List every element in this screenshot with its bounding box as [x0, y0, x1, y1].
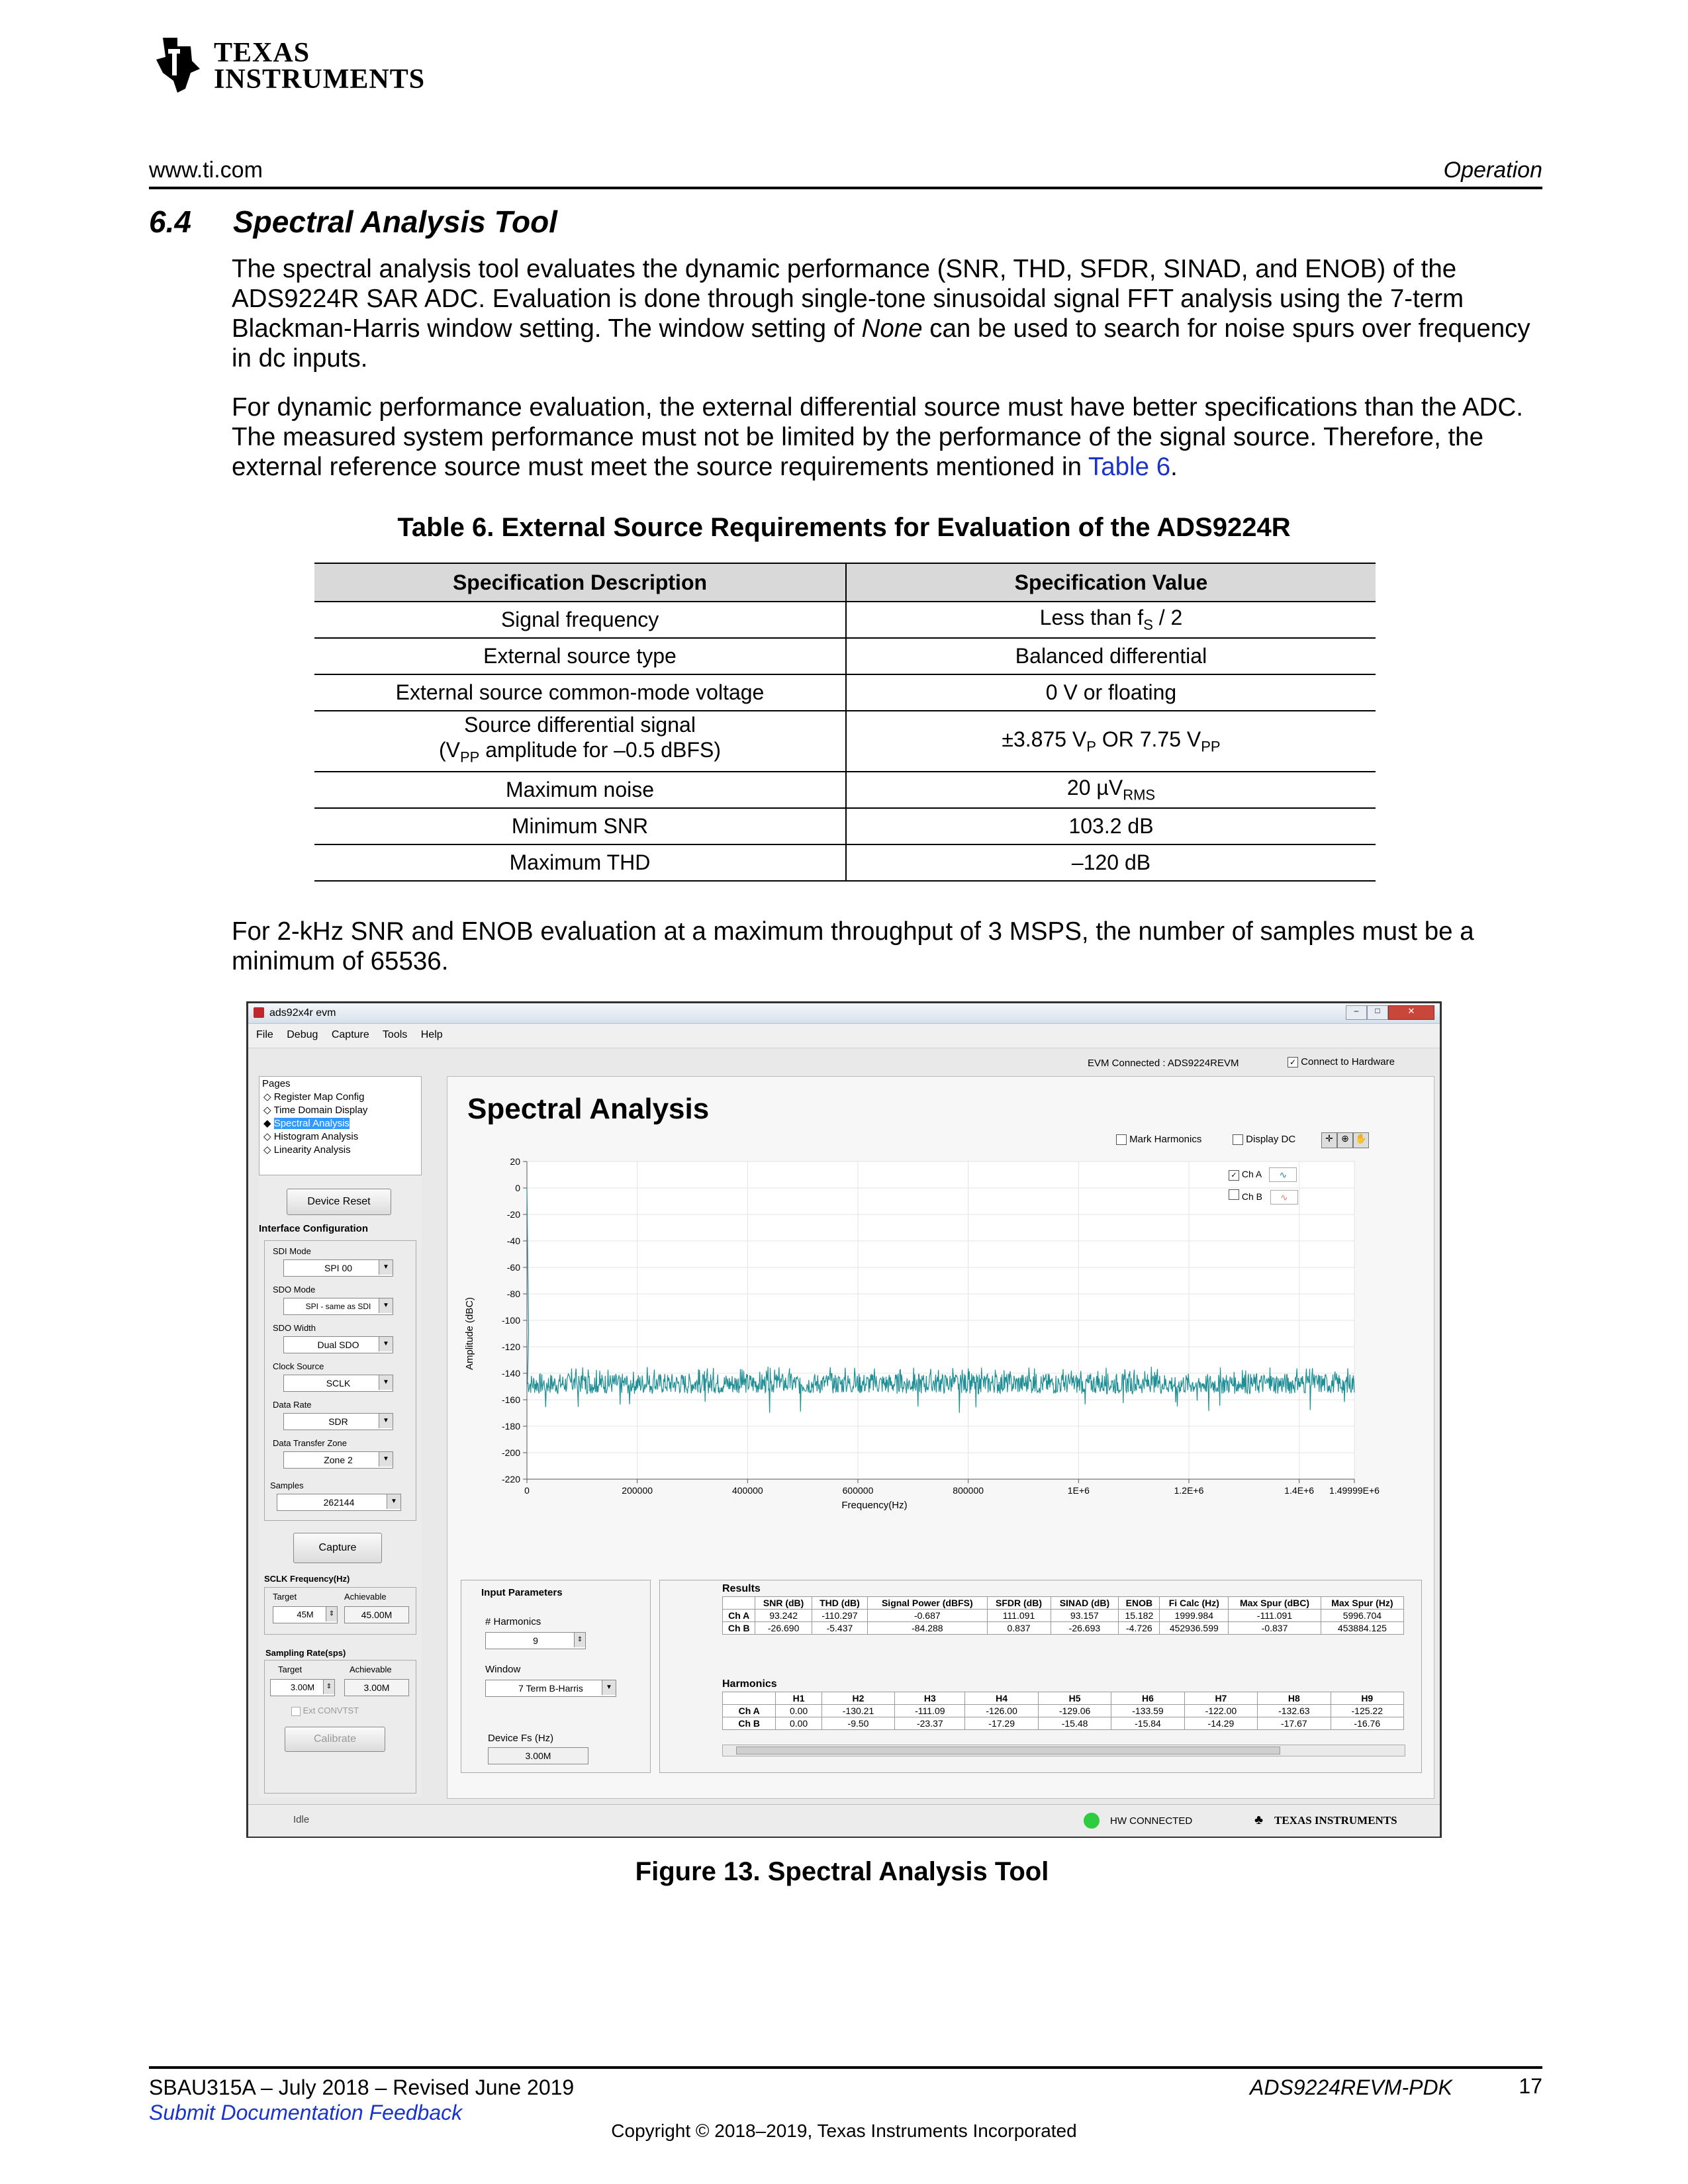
- column-header: ENOB: [1119, 1597, 1160, 1610]
- interface-config-panel: [264, 1240, 416, 1521]
- table-row: [314, 772, 1376, 808]
- table-cell: -16.76: [1331, 1717, 1403, 1730]
- clock-source-select[interactable]: SCLK ▼: [283, 1375, 393, 1392]
- evm-app-window: [246, 1001, 1442, 1838]
- column-header: H5: [1038, 1692, 1111, 1705]
- table-cell: 453884.125: [1321, 1622, 1403, 1635]
- sclk-target-input[interactable]: 45M ⇕: [273, 1606, 338, 1623]
- cell-desc: External source type: [314, 638, 846, 674]
- header-url[interactable]: www.ti.com: [149, 158, 263, 183]
- page-title: Spectral Analysis: [467, 1093, 710, 1125]
- footer-product: ADS9224REVM-PDK: [1250, 2075, 1452, 2099]
- column-header: H2: [821, 1692, 894, 1705]
- figure-caption: Figure 13. Spectral Analysis Tool: [635, 1857, 1049, 1886]
- x-tick-label: 0: [524, 1485, 530, 1496]
- cell-value: ±3.875 $V_P$ OR 7.75 $V_{PP}$: [846, 711, 1376, 772]
- cell-desc: Maximum THD: [314, 844, 846, 881]
- table-cell: -17.67: [1258, 1717, 1331, 1730]
- column-header: H6: [1111, 1692, 1184, 1705]
- y-tick-label: 20: [510, 1156, 520, 1167]
- results-panel: [659, 1580, 1422, 1773]
- window-select[interactable]: 7 Term B-Harris ▼: [485, 1680, 616, 1697]
- pages-label: Pages: [262, 1078, 291, 1089]
- y-tick-label: -180: [501, 1421, 520, 1432]
- legend-ch-b[interactable]: [1229, 1185, 1335, 1208]
- col-header-description: Specification Description: [314, 563, 846, 602]
- cell-desc: Minimum SNR: [314, 808, 846, 844]
- paragraph-3: For 2-kHz SNR and ENOB evaluation at a maximum throughput of 3 MSPS, the number of samples must be a minimum of 65536.: [232, 917, 1474, 976]
- menu-tools[interactable]: Tools: [382, 1029, 408, 1040]
- column-header: THD (dB): [812, 1597, 867, 1610]
- harmonics-table: [722, 1692, 1404, 1730]
- column-header: SINAD (dB): [1051, 1597, 1119, 1610]
- display-dc-label: Display DC: [1246, 1134, 1296, 1145]
- clock-source-label: Clock Source: [273, 1361, 324, 1371]
- col-header-value: Specification Value: [846, 563, 1376, 602]
- app-icon: [254, 1007, 264, 1018]
- checkbox-checked-icon: ✓: [1288, 1057, 1298, 1068]
- logo-line-1: TEXAS: [214, 38, 310, 68]
- spec-table: [314, 563, 1376, 882]
- chevron-down-icon: ▼: [602, 1680, 616, 1695]
- page-item-register-map[interactable]: ◇ Register Map Config: [263, 1091, 365, 1103]
- table-cell: 1999.984: [1160, 1610, 1229, 1622]
- table-row: [314, 602, 1376, 638]
- table-cell: -15.84: [1111, 1717, 1184, 1730]
- x-tick-label: 800000: [953, 1485, 984, 1496]
- harmonics-row: [723, 1717, 1404, 1730]
- table-cell: -84.288: [868, 1622, 987, 1635]
- y-tick-label: -160: [501, 1394, 520, 1405]
- sdo-width-select[interactable]: Dual SDO ▼: [283, 1336, 393, 1353]
- y-tick-label: -100: [501, 1315, 520, 1326]
- status-bar: [248, 1804, 1440, 1837]
- table-row: [314, 711, 1376, 772]
- menubar: [248, 1024, 1440, 1048]
- data-zone-select[interactable]: Zone 2 ▼: [283, 1451, 393, 1469]
- capture-button[interactable]: Capture: [293, 1533, 382, 1563]
- spinner-icon: ⇕: [323, 1680, 334, 1694]
- calibrate-button[interactable]: Calibrate: [285, 1727, 385, 1752]
- cell-value: 0 V or floating: [846, 674, 1376, 711]
- ti-logo: [151, 34, 426, 97]
- paragraph-1: The spectral analysis tool evaluates the dynamic performance (SNR, THD, SFDR, SINAD, and ENOB) of the ADS9224R SAR ADC. Evaluation is done through single-tone sinusoidal signal FFT analysis using the 7-term Blackman-Harris window setting. The window setting of None can be used to search for noise spurs over frequency in dc inputs.: [232, 255, 1530, 373]
- chevron-down-icon: ▼: [379, 1414, 393, 1428]
- sdi-mode-select[interactable]: SPI 00 ▼: [283, 1259, 393, 1277]
- paragraph-2: For dynamic performance evaluation, the external differential source must have better specifications than the ADC. The measured system performance must not be limited by the performance of the signal source. Therefore, the external reference source must meet the source requirements mentioned in Table 6.: [232, 393, 1523, 481]
- table-cell: 5996.704: [1321, 1610, 1403, 1622]
- hw-connected-label: HW CONNECTED: [1110, 1815, 1193, 1827]
- spinner-icon: ⇕: [326, 1607, 337, 1621]
- ext-convst-label: Ext CONVTST: [303, 1706, 359, 1715]
- sdo-mode-select[interactable]: SPI - same as SDI ▼: [283, 1298, 393, 1315]
- column-header: H8: [1258, 1692, 1331, 1705]
- menu-file[interactable]: File: [256, 1029, 273, 1040]
- device-reset-button[interactable]: Device Reset: [287, 1189, 391, 1215]
- harmonics-header-row: [723, 1692, 1404, 1705]
- column-header: SFDR (dB): [987, 1597, 1051, 1610]
- sampling-label: Sampling Rate(sps): [265, 1648, 346, 1658]
- row-label: Ch B: [723, 1622, 755, 1635]
- column-header: Max Spur (dBC): [1229, 1597, 1321, 1610]
- legend-ch-b-label: Ch B: [1241, 1191, 1263, 1202]
- input-params-label: Input Parameters: [481, 1587, 563, 1598]
- cell-desc: Signal frequency: [314, 602, 846, 638]
- chevron-down-icon: ▼: [379, 1375, 393, 1390]
- footer-feedback-link[interactable]: Submit Documentation Feedback: [149, 2101, 463, 2124]
- interface-config-label: Interface Configuration: [259, 1223, 369, 1234]
- table-cell: 452936.599: [1160, 1622, 1229, 1635]
- column-header: SNR (dB): [755, 1597, 812, 1610]
- column-header: H9: [1331, 1692, 1403, 1705]
- x-tick-label: 1.2E+6: [1174, 1485, 1204, 1496]
- checkbox-icon: [1229, 1189, 1239, 1200]
- sdo-mode-label: SDO Mode: [273, 1285, 316, 1295]
- menu-capture[interactable]: Capture: [331, 1029, 369, 1040]
- samples-select[interactable]: 262144 ▼: [277, 1494, 401, 1511]
- table-cell: 15.182: [1119, 1610, 1160, 1622]
- column-header: [723, 1692, 776, 1705]
- cell-value: Balanced differential: [846, 638, 1376, 674]
- table-cell: -14.29: [1184, 1717, 1257, 1730]
- results-label: Results: [722, 1583, 761, 1594]
- table-cell: -0.687: [868, 1610, 987, 1622]
- column-header: H1: [776, 1692, 821, 1705]
- connect-label: Connect to Hardware: [1301, 1056, 1395, 1068]
- row-label: Ch A: [723, 1610, 755, 1622]
- column-header: Max Spur (Hz): [1321, 1597, 1403, 1610]
- status-text: Idle: [293, 1814, 310, 1825]
- table-cell: -23.37: [895, 1717, 965, 1730]
- sr-achievable-label: Achievable: [350, 1664, 392, 1674]
- sclk-target-label: Target: [273, 1592, 297, 1602]
- horizontal-scrollbar[interactable]: [722, 1745, 1405, 1756]
- y-tick-label: 0: [515, 1183, 520, 1193]
- x-axis-label: Frequency(Hz): [841, 1500, 908, 1511]
- y-tick-label: -220: [501, 1474, 520, 1484]
- results-row: [723, 1610, 1404, 1622]
- table-cell: -132.63: [1258, 1705, 1331, 1717]
- ext-convst-checkbox[interactable]: [291, 1706, 359, 1716]
- harmonics-table-label: Harmonics: [722, 1678, 777, 1690]
- y-tick-label: -60: [506, 1262, 520, 1273]
- maximize-button[interactable]: □: [1367, 1005, 1388, 1020]
- sr-achievable-value: 3.00M: [344, 1679, 409, 1696]
- ti-logo-icon: [151, 34, 204, 94]
- chevron-down-icon: ▼: [387, 1494, 400, 1509]
- x-tick-label: 600000: [842, 1485, 874, 1496]
- sdi-mode-label: SDI Mode: [273, 1246, 311, 1256]
- mark-harmonics-label: Mark Harmonics: [1129, 1134, 1202, 1145]
- table-cell: -17.29: [965, 1717, 1038, 1730]
- samples-label: Samples: [270, 1480, 304, 1490]
- table-cell: -0.837: [1229, 1622, 1321, 1635]
- x-tick-label: 200000: [622, 1485, 653, 1496]
- table-cell: 93.157: [1051, 1610, 1119, 1622]
- sclk-panel: [264, 1587, 416, 1635]
- x-tick-label: 1.49999E+6: [1329, 1485, 1380, 1496]
- app-titlebar: [248, 1003, 1440, 1024]
- table-cell: -122.00: [1184, 1705, 1257, 1717]
- y-tick-label: -200: [501, 1447, 520, 1458]
- footer-rule: [149, 2066, 1542, 2069]
- page-item-time-domain[interactable]: ◇ Time Domain Display: [263, 1105, 368, 1116]
- cell-desc: Maximum noise: [314, 772, 846, 808]
- sdo-width-label: SDO Width: [273, 1323, 316, 1333]
- table-row: [314, 844, 1376, 881]
- checkbox-icon: [1233, 1134, 1243, 1145]
- logo-line-2: INSTRUMENTS: [214, 64, 426, 95]
- table-cell: -9.50: [821, 1717, 894, 1730]
- sr-target-label: Target: [278, 1664, 303, 1674]
- results-row: [723, 1622, 1404, 1635]
- x-tick-label: 1.4E+6: [1284, 1485, 1315, 1496]
- table-cell: -111.09: [895, 1705, 965, 1717]
- cell-desc: External source common-mode voltage: [314, 674, 846, 711]
- ti-status-logo-icon: ♣: [1254, 1813, 1264, 1827]
- cell-value: 20 µV$_{RMS}$: [846, 772, 1376, 808]
- window-title: ads92x4r evm: [269, 1007, 336, 1019]
- mark-harmonics-checkbox[interactable]: [1116, 1134, 1201, 1145]
- y-tick-label: -20: [506, 1209, 520, 1220]
- table-cell: -133.59: [1111, 1705, 1184, 1717]
- table-row: [314, 674, 1376, 711]
- column-header: Signal Power (dBFS): [868, 1597, 987, 1610]
- table-cell: -26.690: [755, 1622, 812, 1635]
- sclk-achievable-value: 45.00M: [344, 1606, 409, 1623]
- column-header: H7: [1184, 1692, 1257, 1705]
- menu-debug[interactable]: Debug: [287, 1029, 318, 1040]
- table-cell: 111.091: [987, 1610, 1051, 1622]
- menu-help[interactable]: Help: [420, 1029, 443, 1040]
- row-label: Ch B: [723, 1717, 776, 1730]
- chevron-down-icon: ▼: [379, 1298, 393, 1313]
- table6-link[interactable]: Table 6: [1088, 453, 1171, 481]
- close-button[interactable]: ✕: [1388, 1005, 1434, 1020]
- spinner-icon: ⇕: [574, 1633, 585, 1647]
- table-cell: -26.693: [1051, 1622, 1119, 1635]
- footer-doc-id: SBAU315A – July 2018 – Revised June 2019: [149, 2075, 575, 2099]
- connect-checkbox[interactable]: [1288, 1056, 1395, 1068]
- cell-value: –120 dB: [846, 844, 1376, 881]
- cell-value: Less than $f_S / 2$: [846, 602, 1376, 638]
- header-section: Operation: [1443, 158, 1542, 183]
- y-axis-label: Amplitude (dBC): [464, 1297, 475, 1371]
- table-cell: -110.297: [812, 1610, 867, 1622]
- column-header: [723, 1597, 755, 1610]
- minimize-button[interactable]: –: [1346, 1005, 1367, 1020]
- harmonics-row: [723, 1705, 1404, 1717]
- table-cell: -4.726: [1119, 1622, 1160, 1635]
- legend: [1229, 1163, 1335, 1208]
- section-number: 6.4: [149, 205, 191, 239]
- checkbox-checked-icon: ✓: [1229, 1170, 1239, 1181]
- harmonics-count-input[interactable]: 9 ⇕: [485, 1632, 586, 1649]
- page-item-histogram[interactable]: ◇ Histogram Analysis: [263, 1131, 359, 1142]
- footer-copyright: Copyright © 2018–2019, Texas Instruments Incorporated: [611, 2120, 1077, 2141]
- main-content: [447, 1076, 1434, 1799]
- evm-status: EVM Connected : ADS9224REVM: [1088, 1058, 1239, 1069]
- y-tick-label: -80: [506, 1289, 520, 1299]
- page-item-spectral[interactable]: ◆ Spectral Analysis: [263, 1118, 350, 1129]
- zoom-tool-icon[interactable]: ⊕: [1337, 1132, 1353, 1148]
- checkbox-icon: [1116, 1134, 1127, 1145]
- cursor-tool-icon[interactable]: ✛: [1321, 1132, 1337, 1148]
- table-cell: -111.091: [1229, 1610, 1321, 1622]
- x-tick-label: 400000: [731, 1485, 763, 1496]
- table-title: Table 6. External Source Requirements for Evaluation of the ADS9224R: [397, 513, 1291, 542]
- row-label: Ch A: [723, 1705, 776, 1717]
- data-rate-select[interactable]: SDR ▼: [283, 1413, 393, 1430]
- sampling-panel: [264, 1660, 416, 1794]
- spectrum-chart: [454, 1155, 1380, 1525]
- x-tick-label: 1E+6: [1067, 1485, 1090, 1496]
- pages-list: [259, 1076, 422, 1175]
- table-cell: -129.06: [1038, 1705, 1111, 1717]
- legend-ch-a-swatch: ∿: [1269, 1167, 1297, 1182]
- header-rule: [149, 187, 1542, 189]
- results-header-row: [723, 1597, 1404, 1610]
- section-title: Spectral Analysis Tool: [233, 205, 557, 239]
- footer-page-number: 17: [1519, 2074, 1542, 2098]
- page-item-linearity[interactable]: ◇ Linearity Analysis: [263, 1144, 351, 1156]
- table-cell: 0.837: [987, 1622, 1051, 1635]
- y-tick-label: -140: [501, 1368, 520, 1379]
- sclk-label: SCLK Frequency(Hz): [264, 1574, 350, 1584]
- table-row: [314, 808, 1376, 844]
- legend-ch-a[interactable]: [1229, 1163, 1335, 1185]
- fs-value: 3.00M: [488, 1747, 588, 1764]
- checkbox-icon: [291, 1707, 301, 1716]
- legend-ch-a-label: Ch A: [1241, 1169, 1262, 1179]
- table-row: [314, 638, 1376, 674]
- sr-target-input[interactable]: 3.00M ⇕: [270, 1679, 335, 1696]
- table-cell: 0.00: [776, 1717, 821, 1730]
- column-header: H3: [895, 1692, 965, 1705]
- table-cell: -130.21: [821, 1705, 894, 1717]
- fs-label: Device Fs (Hz): [488, 1733, 554, 1744]
- cell-desc: Source differential signal ($V_{PP}$ amplitude for –0.5 dBFS): [314, 711, 846, 772]
- display-dc-checkbox[interactable]: [1233, 1134, 1295, 1145]
- legend-ch-b-swatch: ∿: [1270, 1190, 1298, 1205]
- table-cell: -126.00: [965, 1705, 1038, 1717]
- data-zone-label: Data Transfer Zone: [273, 1438, 347, 1448]
- cell-value: 103.2 dB: [846, 808, 1376, 844]
- scrollbar-thumb[interactable]: [736, 1747, 1280, 1754]
- left-sidebar: [259, 1076, 422, 1797]
- table-cell: 0.00: [776, 1705, 821, 1717]
- graph-tools[interactable]: [1321, 1132, 1369, 1148]
- y-tick-label: -40: [506, 1236, 520, 1246]
- input-parameters-panel: [461, 1580, 651, 1773]
- chevron-down-icon: ▼: [379, 1260, 393, 1275]
- table-cell: -125.22: [1331, 1705, 1403, 1717]
- ti-status-logo-text: TEXAS INSTRUMENTS: [1274, 1814, 1397, 1827]
- y-tick-label: -120: [501, 1342, 520, 1352]
- chevron-down-icon: ▼: [379, 1452, 393, 1467]
- column-header: H4: [965, 1692, 1038, 1705]
- window-label: Window: [485, 1664, 521, 1675]
- harmonics-count-label: # Harmonics: [485, 1616, 541, 1627]
- column-header: Fi Calc (Hz): [1160, 1597, 1229, 1610]
- sclk-achievable-label: Achievable: [344, 1592, 387, 1602]
- chevron-down-icon: ▼: [379, 1337, 393, 1351]
- pan-tool-icon[interactable]: ✋: [1353, 1132, 1369, 1148]
- table-cell: -15.48: [1038, 1717, 1111, 1730]
- table-cell: 93.242: [755, 1610, 812, 1622]
- hw-connected-led-icon: [1084, 1813, 1100, 1829]
- data-rate-label: Data Rate: [273, 1400, 312, 1410]
- results-table: [722, 1596, 1404, 1635]
- table-header-row: [314, 563, 1376, 602]
- table-cell: -5.437: [812, 1622, 867, 1635]
